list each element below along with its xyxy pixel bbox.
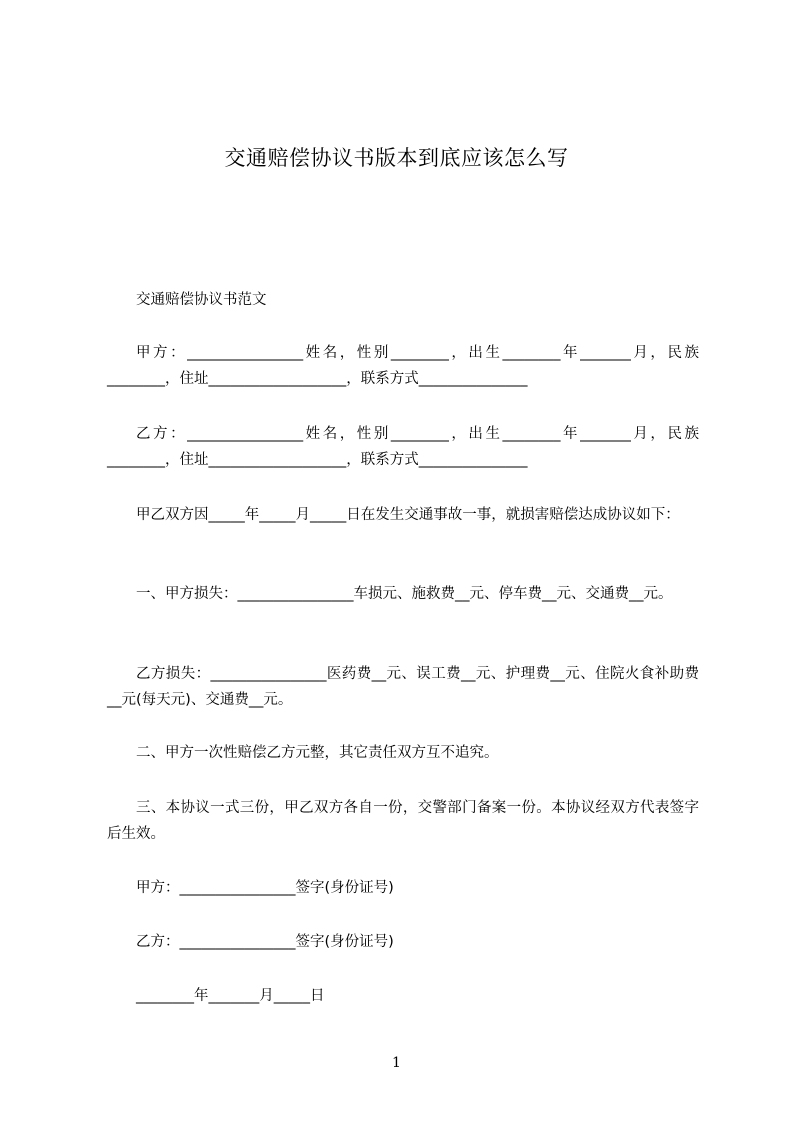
- signature-date: ________年_______月_____日: [136, 988, 325, 1004]
- clause-1-party-b-loss: 乙方损失：________________医药费__元、误工费__元、护理费__元、住院火食补助费__元(每天元)、交通费__元。: [107, 666, 699, 708]
- clause-2: 二、甲方一次性赔偿乙方元整，其它责任双方互不追究。: [136, 745, 499, 761]
- clause-1-party-a-loss: 一、甲方损失：________________车损元、施救费__元、停车费__元、交通费__元。: [136, 586, 673, 602]
- document-title: 交通赔偿协议书版本到底应该怎么写: [224, 146, 569, 170]
- clause-3: 三、本协议一式三份，甲乙双方各自一份，交警部门备案一份。本协议经双方代表签字后生效。: [107, 800, 699, 842]
- party-b-info: 乙方：________________姓名，性别________，出生________年_______月，民族________，住址___________________，联系方式_______________: [107, 426, 699, 468]
- document-subtitle: 交通赔偿协议书范文: [136, 292, 267, 308]
- signature-party-b: 乙方：________________签字(身份证号): [136, 934, 394, 950]
- party-a-info: 甲方：________________姓名，性别________，出生________年_______月，民族________，住址___________________，联系方式_______________: [107, 345, 699, 387]
- signature-party-a: 甲方：________________签字(身份证号): [136, 880, 394, 896]
- agreement-intro: 甲乙双方因_____年_____月_____日在发生交通事故一事，就损害赔偿达成协议如下：: [136, 507, 680, 523]
- page-number: 1: [392, 1055, 401, 1071]
